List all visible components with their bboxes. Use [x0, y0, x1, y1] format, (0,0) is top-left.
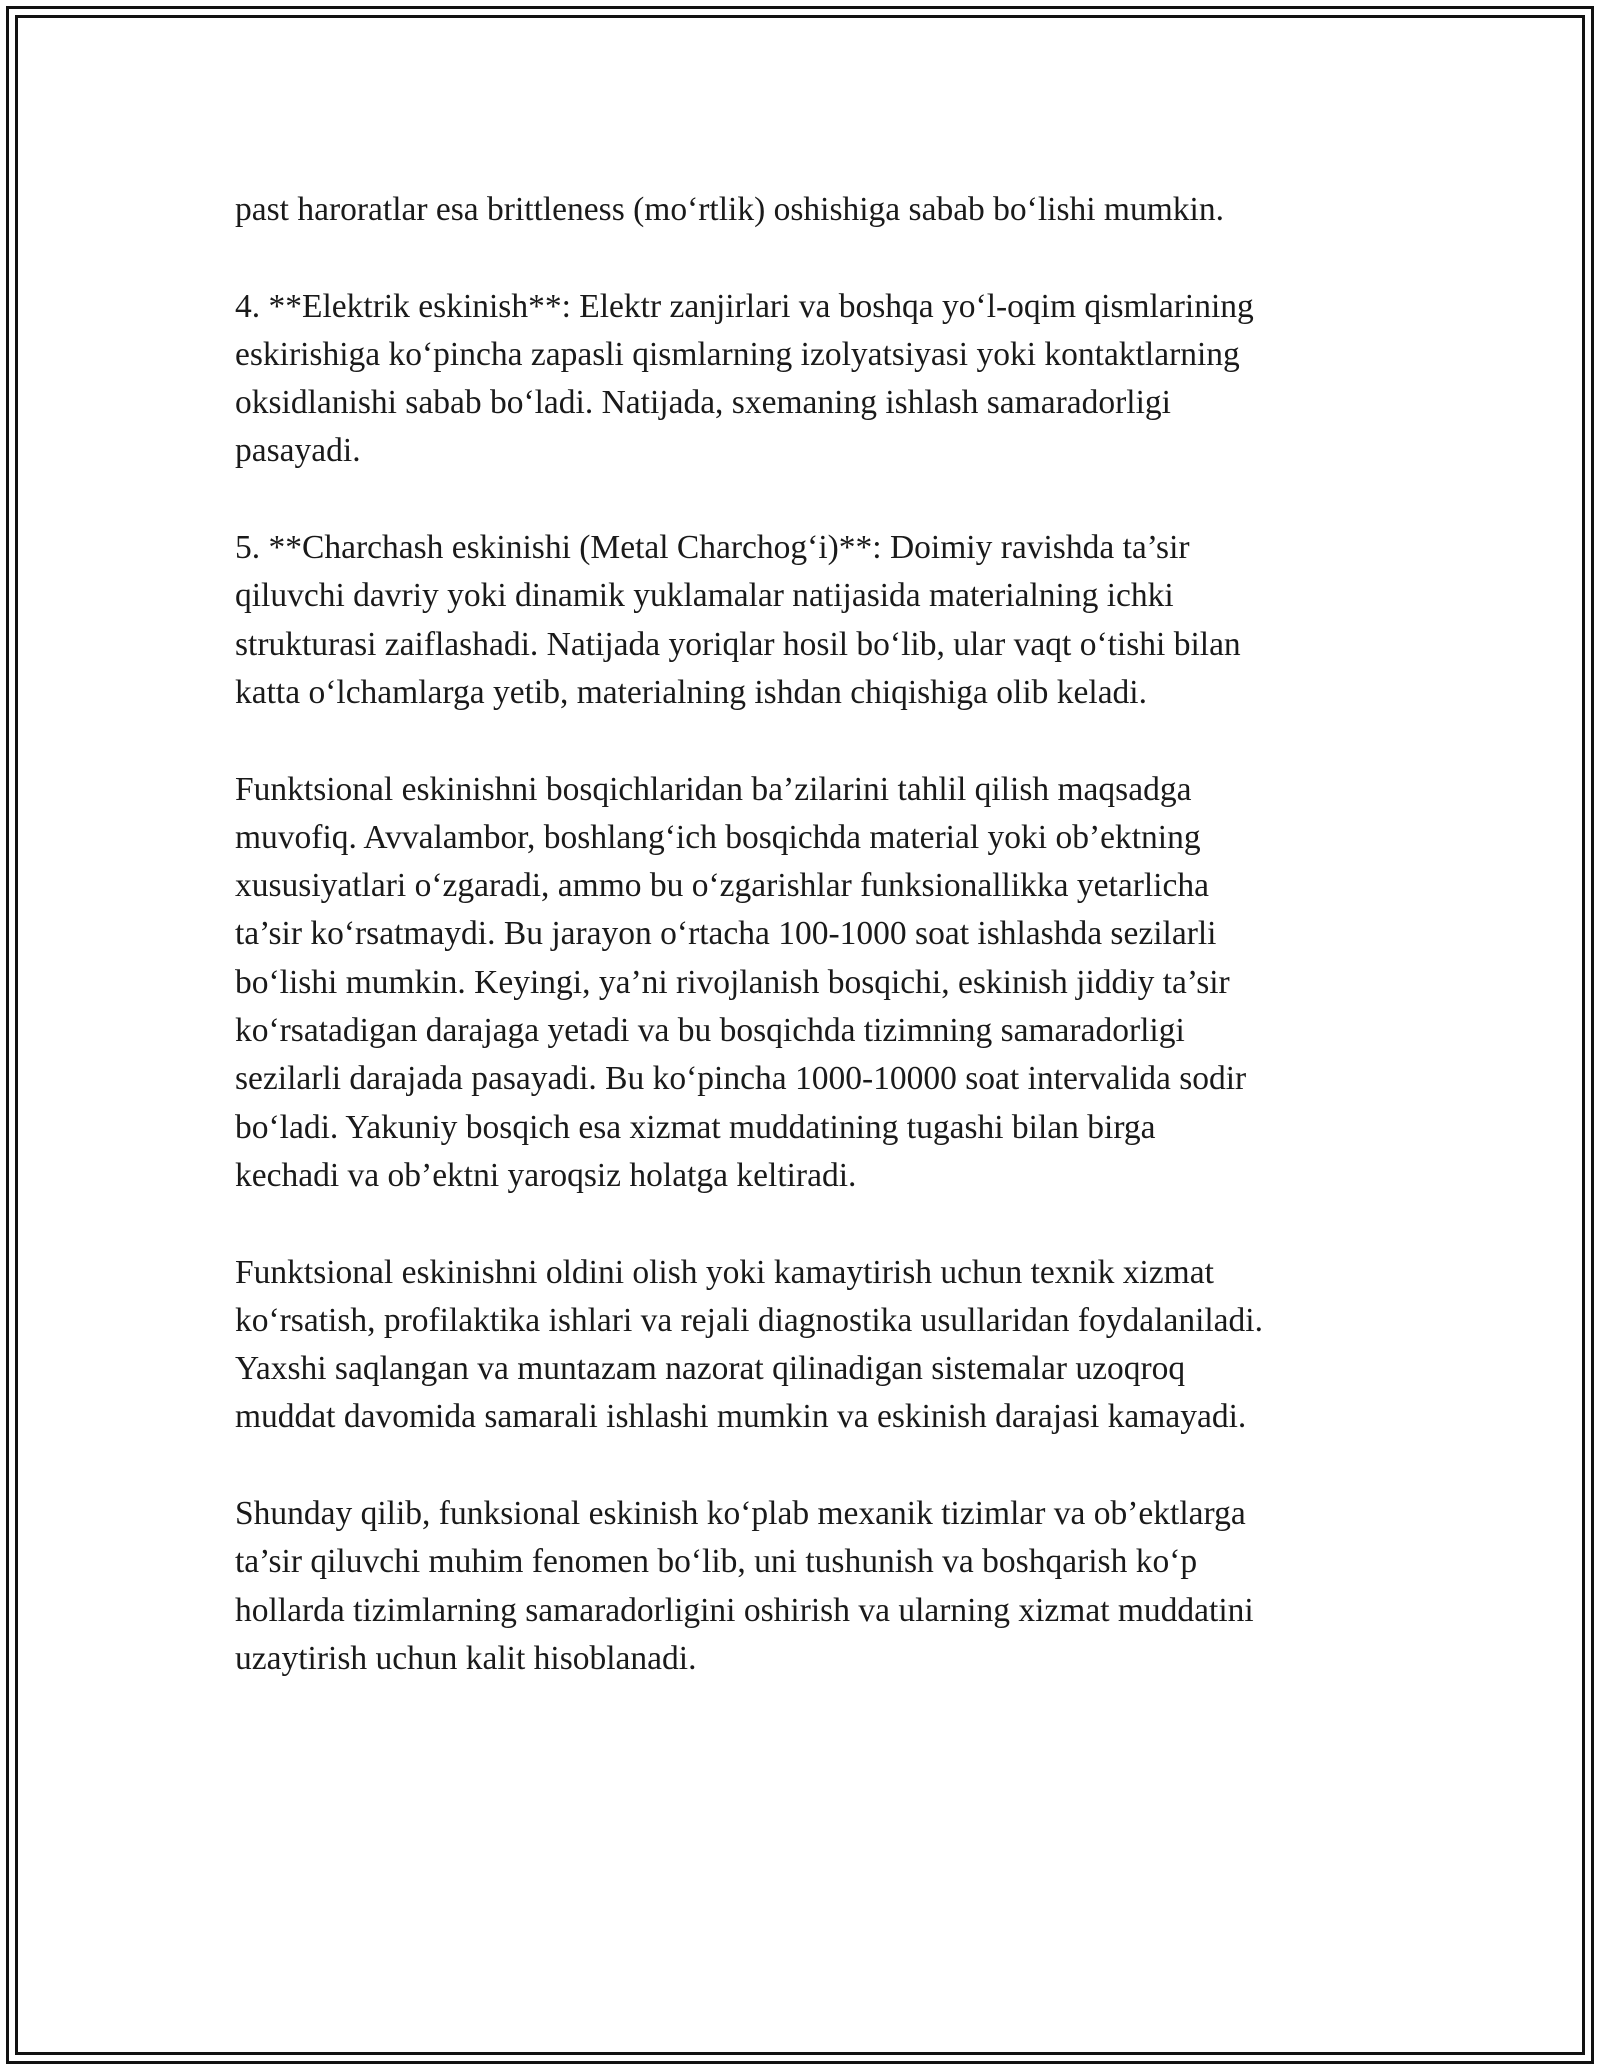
text-line: 5. **Charchash eskinishi (Metal Charchogʻi)**: Doimiy ravishda ta’sir [235, 529, 1190, 567]
paragraph-5 [235, 1249, 1370, 1442]
paragraph-1 [235, 186, 1370, 234]
document-body [235, 186, 1370, 1732]
text-line: xususiyatlari oʻzgaradi, ammo bu oʻzgarishlar funksionallikka yetarlicha [235, 867, 1209, 905]
paragraph-4 [235, 766, 1370, 1201]
text-line: oksidlanishi sabab boʻladi. Natijada, sxemaning ishlash samaradorligi [235, 384, 1171, 422]
text-line: koʻrsatadigan darajaga yetadi va bu bosqichda tizimning samaradorligi [235, 1012, 1185, 1050]
text-line: kechadi va ob’ektni yaroqsiz holatga keltiradi. [235, 1156, 857, 1194]
text-line: strukturasi zaiflashadi. Natijada yoriqlar hosil boʻlib, ular vaqt oʻtishi bilan [235, 625, 1241, 663]
text-line: Funktsional eskinishni bosqichlaridan ba’zilarini tahlil qilish maqsadga [235, 770, 1192, 808]
text-line: pasayadi. [235, 432, 361, 470]
text-line: Shunday qilib, funksional eskinish koʻplab mexanik tizimlar va ob’ektlarga [235, 1495, 1246, 1533]
text-line: qiluvchi davriy yoki dinamik yuklamalar natijasida materialning ichki [235, 577, 1174, 615]
text-line: muddat davomida samarali ishlashi mumkin va eskinish darajasi kamayadi. [235, 1398, 1247, 1436]
text-line: past haroratlar esa brittleness (moʻrtlik) oshishiga sabab boʻlishi mumkin. [235, 191, 1224, 228]
text-line: hollarda tizimlarning samaradorligini oshirish va ularning xizmat muddatini [235, 1591, 1254, 1629]
text-line: ta’sir qiluvchi muhim fenomen boʻlib, uni tushunish va boshqarish koʻp [235, 1543, 1198, 1581]
text-line: uzaytirish uchun kalit hisoblanadi. [235, 1639, 697, 1677]
text-line: koʻrsatish, profilaktika ishlari va rejali diagnostika usullaridan foydalaniladi. [235, 1301, 1263, 1339]
paragraph-6 [235, 1490, 1370, 1683]
paragraph-2 [235, 283, 1370, 476]
text-line: sezilarli darajada pasayadi. Bu koʻpincha 1000-10000 soat intervalida sodir [235, 1060, 1247, 1098]
paragraph-3 [235, 524, 1370, 717]
text-line: Yaxshi saqlangan va muntazam nazorat qilinadigan sistemalar uzoqroq [235, 1350, 1186, 1388]
text-line: Funktsional eskinishni oldini olish yoki kamaytirish uchun texnik xizmat [235, 1253, 1214, 1291]
text-line: 4. **Elektrik eskinish**: Elektr zanjirlari va boshqa yoʻl-oqim qismlarining [235, 287, 1254, 325]
text-line: eskirishiga koʻpincha zapasli qismlarning izolyatsiyasi yoki kontaktlarning [235, 335, 1240, 373]
text-line: ta’sir koʻrsatmaydi. Bu jarayon oʻrtacha 100-1000 soat ishlashda sezilarli [235, 915, 1217, 953]
text-line: katta oʻlchamlarga yetib, materialning ishdan chiqishiga olib keladi. [235, 673, 1147, 711]
text-line: muvofiq. Avvalambor, boshlangʻich bosqichda material yoki ob’ektning [235, 818, 1201, 856]
text-line: boʻlishi mumkin. Keyingi, ya’ni rivojlanish bosqichi, eskinish jiddiy ta’sir [235, 963, 1230, 1001]
text-line: boʻladi. Yakuniy bosqich esa xizmat muddatining tugashi bilan birga [235, 1108, 1156, 1146]
